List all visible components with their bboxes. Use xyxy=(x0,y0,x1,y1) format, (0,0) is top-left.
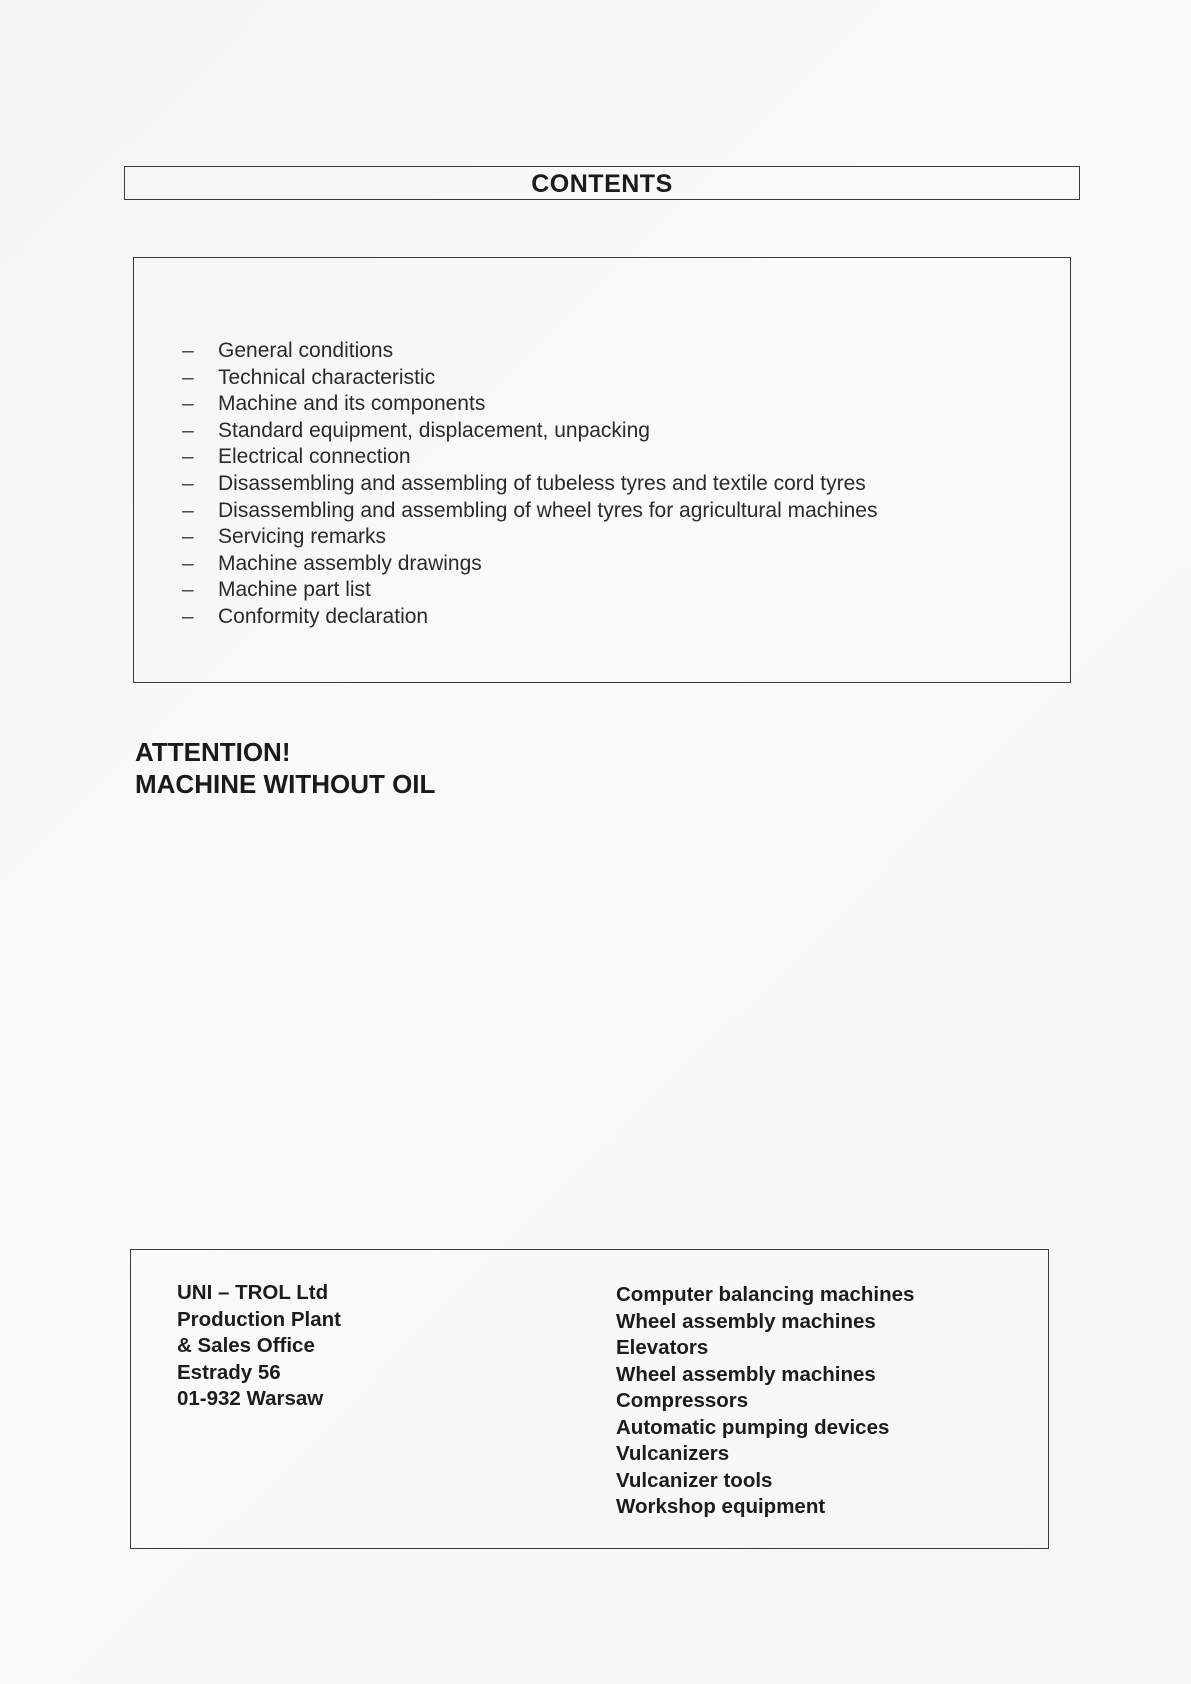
product-line: Computer balancing machines xyxy=(616,1283,915,1306)
product-line: Automatic pumping devices xyxy=(616,1415,890,1439)
attention-message: MACHINE WITHOUT OIL xyxy=(135,769,436,799)
toc-item-label: Standard equipment, displacement, unpacking xyxy=(218,418,650,442)
address-line: 01-932 Warsaw xyxy=(177,1387,324,1410)
product-line: Compressors xyxy=(616,1389,749,1412)
toc-item-label: Machine and its components xyxy=(218,392,486,416)
toc-dash: – xyxy=(182,551,194,575)
attention-notice xyxy=(135,736,435,800)
product-line: Vulcanizers xyxy=(616,1442,730,1465)
toc-dash: – xyxy=(182,604,194,628)
table-of-contents-box xyxy=(133,257,1071,683)
toc-item-label: Technical characteristic xyxy=(218,365,436,389)
toc-item xyxy=(182,578,877,605)
toc-dash: – xyxy=(182,339,194,362)
toc-dash: – xyxy=(182,471,194,495)
toc-item xyxy=(182,472,877,499)
product-line: Wheel assembly machines xyxy=(616,1362,876,1386)
toc-dash: – xyxy=(182,445,194,469)
toc-item-label: Electrical connection xyxy=(218,445,411,469)
product-line: Workshop equipment xyxy=(616,1495,826,1518)
toc-item-label: Disassembling and assembling of wheel tyres for agricultural machines xyxy=(218,498,878,522)
address-line: Estrady 56 xyxy=(177,1360,281,1384)
toc-dash: – xyxy=(182,392,194,416)
table-of-contents-list xyxy=(182,339,877,632)
company-products xyxy=(616,1282,914,1521)
toc-item xyxy=(182,419,877,446)
toc-dash: – xyxy=(182,418,194,442)
toc-item-label: Disassembling and assembling of tubeless tyres and textile cord tyres xyxy=(218,471,866,495)
toc-item xyxy=(182,366,877,393)
toc-item-label: Servicing remarks xyxy=(218,525,387,549)
toc-item-label: Conformity declaration xyxy=(218,604,429,628)
toc-item-label: Machine assembly drawings xyxy=(218,551,482,575)
toc-item xyxy=(182,445,877,472)
toc-dash: – xyxy=(182,525,194,549)
product-line: Wheel assembly machines xyxy=(616,1309,876,1333)
attention-heading: ATTENTION! xyxy=(135,737,291,767)
toc-item xyxy=(182,339,877,366)
product-line: Vulcanizer tools xyxy=(616,1468,773,1492)
toc-dash: – xyxy=(182,578,194,602)
address-line: Production Plant xyxy=(177,1307,341,1331)
toc-item xyxy=(182,392,877,419)
address-line: & Sales Office xyxy=(177,1334,315,1357)
toc-item xyxy=(182,552,877,579)
toc-dash: – xyxy=(182,498,194,522)
toc-item xyxy=(182,525,877,552)
company-info-box xyxy=(130,1249,1049,1549)
contents-title: CONTENTS xyxy=(531,170,673,198)
contents-header-box xyxy=(124,166,1080,200)
toc-item-label: Machine part list xyxy=(218,578,371,602)
toc-dash: – xyxy=(182,365,194,389)
company-address xyxy=(177,1280,341,1413)
toc-item xyxy=(182,499,877,526)
product-line: Elevators xyxy=(616,1336,709,1359)
toc-item-label: General conditions xyxy=(218,339,394,362)
address-line: UNI – TROL Ltd xyxy=(177,1281,329,1304)
toc-item xyxy=(182,605,877,632)
